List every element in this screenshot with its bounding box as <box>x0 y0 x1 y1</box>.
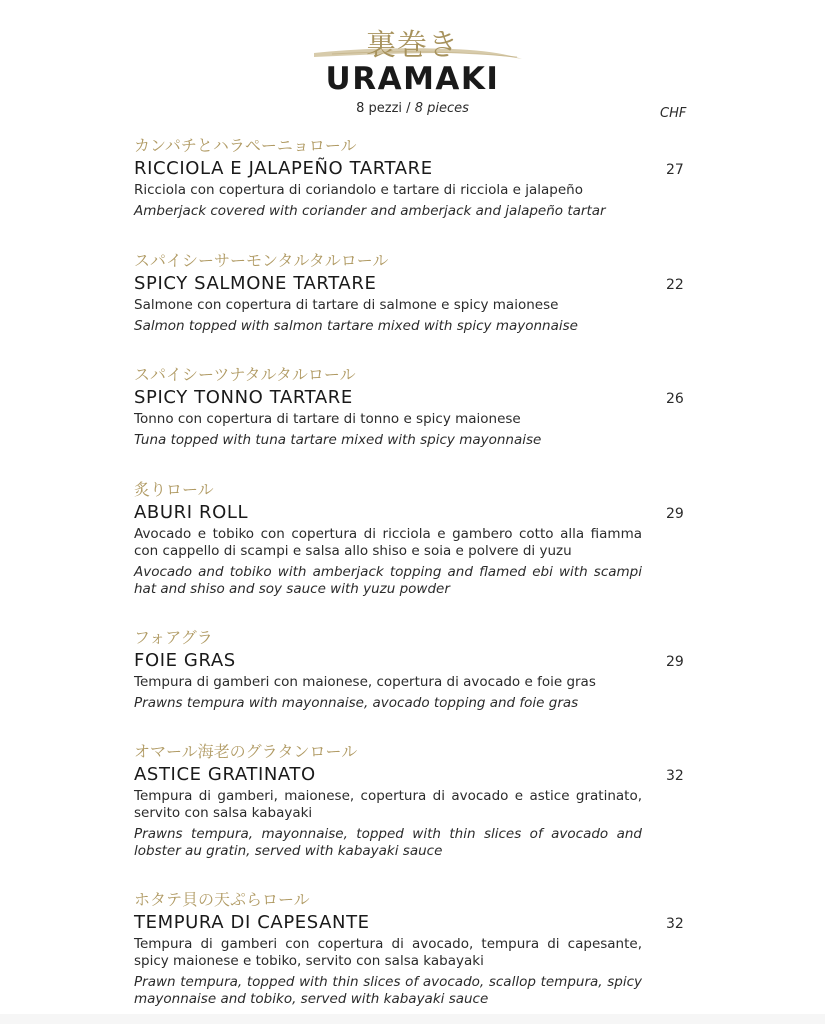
item-description-english: Avocado and tobiko with amberjack topping and flamed ebi with scampi hat and shiso and soy sauce with yuzu powder <box>134 564 642 597</box>
item-price: 32 <box>666 768 684 784</box>
item-name: SPICY SALMONE TARTARE <box>134 273 377 294</box>
pieces-english: 8 pieces <box>414 101 469 116</box>
item-japanese-name: 炙りロール <box>134 480 214 499</box>
menu-item <box>134 136 694 220</box>
item-name: SPICY TONNO TARTARE <box>134 387 353 408</box>
item-description-italian: Ricciola con copertura di coriandolo e tartare di ricciola e jalapeño <box>134 182 584 198</box>
item-name: ABURI ROLL <box>134 502 249 523</box>
item-japanese-name: スパイシーツナタルタルロール <box>134 365 356 384</box>
item-price: 29 <box>666 654 684 670</box>
item-japanese-name: フォアグラ <box>134 628 213 647</box>
pieces-separator: / <box>402 101 415 116</box>
menu-item <box>134 365 694 449</box>
section-title: URAMAKI <box>325 61 500 97</box>
item-description-italian: Tempura di gamberi con copertura di avocado, tempura di capesante, spicy maionese e tobiko, servito con salsa kabayaki <box>134 936 642 969</box>
item-name: FOIE GRAS <box>134 650 236 671</box>
item-description-italian: Salmone con copertura di tartare di salmone e spicy maionese <box>134 297 559 313</box>
item-description-english: Prawn tempura, topped with thin slices of avocado, scallop tempura, spicy mayonnaise and tobiko, served with kabayaki sauce <box>134 974 642 1007</box>
page-bottom-edge <box>0 1014 825 1024</box>
item-description-english: Amberjack covered with coriander and amberjack and jalapeño tartar <box>134 203 606 219</box>
item-price: 29 <box>666 506 684 522</box>
menu-item <box>134 628 694 712</box>
menu-item <box>134 480 694 598</box>
item-japanese-name: カンパチとハラペーニョロール <box>134 136 357 155</box>
item-description-italian: Tempura di gamberi con maionese, copertura di avocado e foie gras <box>134 674 596 690</box>
item-price: 32 <box>666 916 684 932</box>
item-price: 27 <box>666 162 684 178</box>
item-japanese-name: スパイシーサーモンタルタルロール <box>134 251 389 270</box>
menu-item <box>134 890 694 1008</box>
item-description-italian: Tonno con copertura di tartare di tonno e spicy maionese <box>134 411 521 427</box>
menu-item <box>134 251 694 335</box>
item-price: 22 <box>666 277 684 293</box>
menu-item <box>134 742 694 860</box>
item-japanese-name: オマール海老のグラタンロール <box>134 742 358 761</box>
item-description-english: Salmon topped with salmon tartare mixed with spicy mayonnaise <box>134 318 578 334</box>
item-description-english: Tuna topped with tuna tartare mixed with spicy mayonnaise <box>134 432 542 448</box>
item-description-italian: Avocado e tobiko con copertura di ricciola e gambero cotto alla fiamma con cappello di scampi e salsa allo shiso e soia e polvere di yuzu <box>134 526 642 559</box>
section-title-japanese: 裏巻き <box>366 28 459 63</box>
item-name: ASTICE GRATINATO <box>134 764 316 785</box>
item-description-english: Prawns tempura, mayonnaise, topped with thin slices of avocado and lobster au gratin, served with kabayaki sauce <box>134 826 642 859</box>
item-price: 26 <box>666 391 684 407</box>
pieces-italian: 8 pezzi <box>356 101 403 116</box>
pieces-note <box>0 101 825 116</box>
item-description-english: Prawns tempura with mayonnaise, avocado topping and foie gras <box>134 695 579 711</box>
item-name: TEMPURA DI CAPESANTE <box>134 912 370 933</box>
item-japanese-name: ホタテ貝の天ぷらロール <box>134 890 310 909</box>
item-name: RICCIOLA E JALAPEÑO TARTARE <box>134 158 433 179</box>
menu-header <box>0 18 825 128</box>
item-description-italian: Tempura di gamberi, maionese, copertura di avocado e astice gratinato, servito con salsa kabayaki <box>134 788 642 821</box>
currency-label: CHF <box>660 106 687 121</box>
